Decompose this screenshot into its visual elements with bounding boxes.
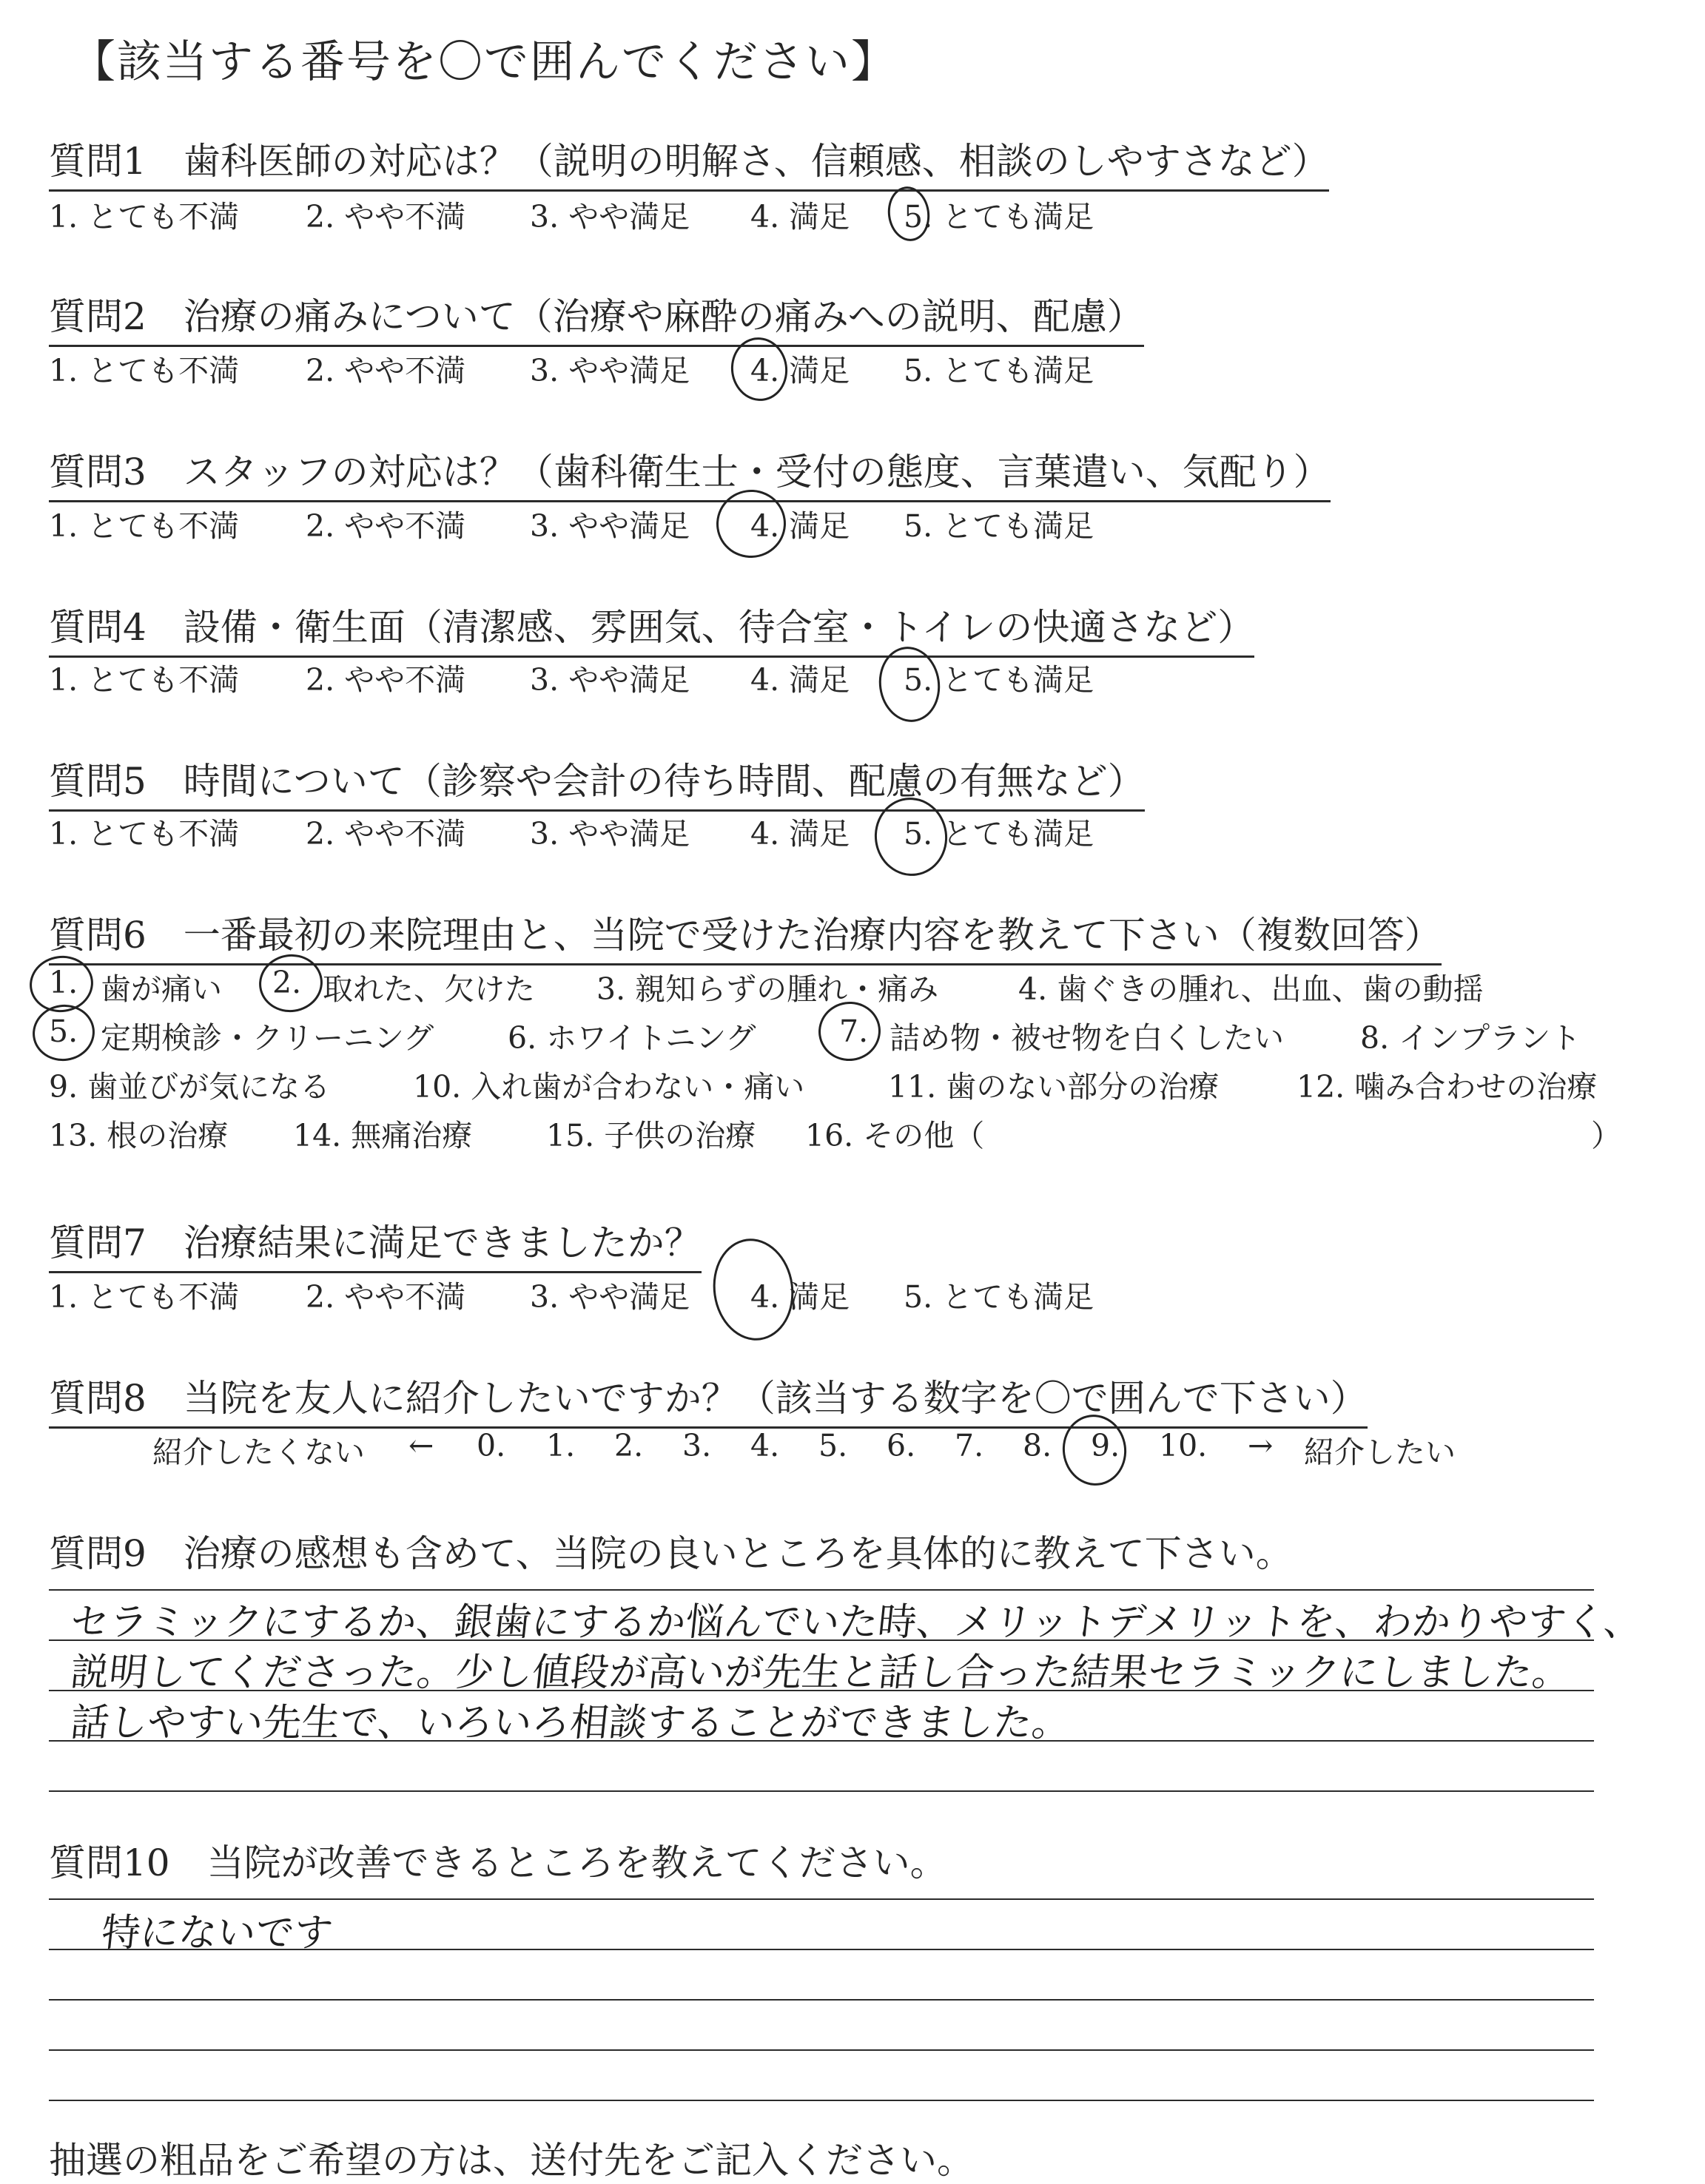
q6-option-14[interactable]: 14. 無痛治療 <box>293 1118 473 1153</box>
q6-option-1-label[interactable]: 歯が痛い <box>101 971 222 1007</box>
q8-option-4[interactable]: 4. <box>750 1428 780 1463</box>
arrow-right-icon: → <box>1248 1428 1274 1463</box>
q2-option-5[interactable]: 5. とても満足 <box>904 353 1094 388</box>
q6-option-16[interactable]: 16. その他（ <box>805 1118 985 1153</box>
q4-option-4[interactable]: 4. 満足 <box>750 662 850 698</box>
q6-option-15[interactable]: 15. 子供の治療 <box>546 1118 756 1153</box>
q6-selection-circle-5 <box>29 1001 98 1065</box>
question-10: 質問10 当院が改善できるところを教えてください。 <box>49 1841 947 1884</box>
q9-answer-line-3[interactable]: 話しやすい先生で、いろいろ相談することができました。 <box>68 1701 1073 1745</box>
q3-option-4[interactable]: 4. 満足 <box>750 508 850 544</box>
q2-option-2[interactable]: 2. やや不満 <box>306 353 466 388</box>
question-2: 質問2 治療の痛みについて（治療や麻酔の痛みへの説明、配慮） <box>49 287 1144 347</box>
q3-option-5[interactable]: 5. とても満足 <box>904 508 1094 544</box>
q2-option-1[interactable]: 1. とても不満 <box>49 353 240 388</box>
q5-option-4[interactable]: 4. 満足 <box>750 816 850 852</box>
question-9: 質問9 治療の感想も含めて、当院の良いところを具体的に教えて下さい。 <box>49 1532 1293 1575</box>
arrow-left-icon: ← <box>408 1428 434 1463</box>
q8-option-10[interactable]: 10. <box>1159 1428 1208 1463</box>
q9-line-5 <box>49 1790 1594 1792</box>
q9-answer-line-1[interactable]: セラミックにするか、銀歯にするか悩んでいた時、メリットデメリットを、わかりやすく、 <box>68 1600 1645 1645</box>
q6-option-7-label[interactable]: 詰め物・被せ物を白くしたい <box>890 1020 1284 1056</box>
question-7: 質問7 治療結果に満足できましたか？ <box>49 1213 702 1273</box>
q6-option-10[interactable]: 10. 入れ歯が合わない・痛い <box>413 1069 805 1105</box>
q7-option-1[interactable]: 1. とても不満 <box>49 1279 240 1315</box>
q10-answer-line-1[interactable]: 特にないです <box>99 1911 335 1955</box>
q3-option-1[interactable]: 1. とても不満 <box>49 508 240 544</box>
q10-line-4 <box>49 2049 1594 2051</box>
q10-line-5 <box>49 2100 1594 2101</box>
question-3: 質問3 スタッフの対応は？（歯科衛生士・受付の態度、言葉遣い、気配り） <box>49 442 1331 502</box>
q10-line-3 <box>49 1999 1594 2001</box>
q6-option-5-label[interactable]: 定期検診・クリーニング <box>101 1020 434 1056</box>
q5-option-1[interactable]: 1. とても不満 <box>49 816 240 852</box>
q8-option-5[interactable]: 5. <box>818 1428 848 1463</box>
q7-option-4[interactable]: 4. 満足 <box>750 1279 850 1315</box>
q4-option-1[interactable]: 1. とても不満 <box>49 662 240 698</box>
q4-option-3[interactable]: 3. やや満足 <box>530 662 690 698</box>
footer-partial-text: 抽選の粗品をご希望の方は、送付先をご記入ください。 <box>49 2139 974 2182</box>
q6-option-12[interactable]: 12. 噛み合わせの治療 <box>1297 1069 1598 1105</box>
q5-option-5[interactable]: 5. とても満足 <box>904 816 1094 852</box>
q1-option-5[interactable]: 5. とても満足 <box>904 199 1094 235</box>
q2-option-3[interactable]: 3. やや満足 <box>530 353 690 388</box>
question-1: 質問1 歯科医師の対応は？（説明の明解さ、信頼感、相談のしやすさなど） <box>49 132 1329 192</box>
q9-answer-line-2[interactable]: 説明してくださった。少し値段が高いが先生と話し合った結果セラミックにしました。 <box>68 1651 1573 1695</box>
q6-option-13[interactable]: 13. 根の治療 <box>49 1118 229 1153</box>
page-title: 【該当する番号を〇で囲んでください】 <box>71 36 897 88</box>
q7-option-2[interactable]: 2. やや不満 <box>306 1279 466 1315</box>
q8-option-6[interactable]: 6. <box>887 1428 916 1463</box>
question-8: 質問8 当院を友人に紹介したいですか？（該当する数字を〇で囲んで下さい） <box>49 1369 1368 1429</box>
q8-option-3[interactable]: 3. <box>682 1428 712 1463</box>
question-5: 質問5 時間について（診察や会計の待ち時間、配慮の有無など） <box>49 752 1145 812</box>
q8-option-2[interactable]: 2. <box>614 1428 644 1463</box>
q1-option-2[interactable]: 2. やや不満 <box>306 199 466 235</box>
q6-option-9[interactable]: 9. 歯並びが気になる <box>49 1069 331 1105</box>
q10-line-1 <box>49 1898 1594 1900</box>
q6-option-5-num[interactable]: 5. <box>49 1014 78 1049</box>
q8-option-1[interactable]: 1. <box>546 1428 576 1463</box>
q6-option-3[interactable]: 3. 親知らずの腫れ・痛み <box>596 971 939 1007</box>
q4-option-5[interactable]: 5. とても満足 <box>904 662 1094 698</box>
question-4: 質問4 設備・衛生面（清潔感、雰囲気、待合室・トイレの快適さなど） <box>49 598 1254 658</box>
q8-option-8[interactable]: 8. <box>1023 1428 1052 1463</box>
q3-option-3[interactable]: 3. やや満足 <box>530 508 690 544</box>
q7-option-3[interactable]: 3. やや満足 <box>530 1279 690 1315</box>
q6-option-2-label[interactable]: 取れた、欠けた <box>323 971 535 1007</box>
q4-option-2[interactable]: 2. やや不満 <box>306 662 466 698</box>
q8-left-label: 紹介したくない <box>152 1435 365 1470</box>
q2-option-4[interactable]: 4. 満足 <box>750 353 850 388</box>
q6-option-16-close: ） <box>1591 1118 1621 1153</box>
q8-option-9[interactable]: 9. <box>1091 1428 1120 1463</box>
q1-option-3[interactable]: 3. やや満足 <box>530 199 690 235</box>
q7-option-5[interactable]: 5. とても満足 <box>904 1279 1094 1315</box>
q7-selection-circle <box>707 1233 800 1346</box>
question-6: 質問6 一番最初の来院理由と、当院で受けた治療内容を教えて下さい（複数回答） <box>49 906 1442 965</box>
q3-option-2[interactable]: 2. やや不満 <box>306 508 466 544</box>
q6-option-4[interactable]: 4. 歯ぐきの腫れ、出血、歯の動揺 <box>1018 971 1484 1007</box>
q6-option-7-num[interactable]: 7. <box>839 1014 869 1049</box>
q1-option-1[interactable]: 1. とても不満 <box>49 199 240 235</box>
q5-option-2[interactable]: 2. やや不満 <box>306 816 466 852</box>
q8-option-0[interactable]: 0. <box>477 1428 506 1463</box>
q6-option-6[interactable]: 6. ホワイトニング <box>508 1020 756 1056</box>
q6-option-11[interactable]: 11. 歯のない部分の治療 <box>888 1069 1220 1105</box>
q8-right-label: 紹介したい <box>1304 1435 1456 1470</box>
q6-option-8[interactable]: 8. インプラント <box>1360 1020 1581 1056</box>
q5-option-3[interactable]: 3. やや満足 <box>530 816 690 852</box>
q6-option-1-num[interactable]: 1. <box>49 965 78 1000</box>
q6-option-2-num[interactable]: 2. <box>272 965 302 1000</box>
q8-option-7[interactable]: 7. <box>955 1428 984 1463</box>
q1-option-4[interactable]: 4. 満足 <box>750 199 850 235</box>
